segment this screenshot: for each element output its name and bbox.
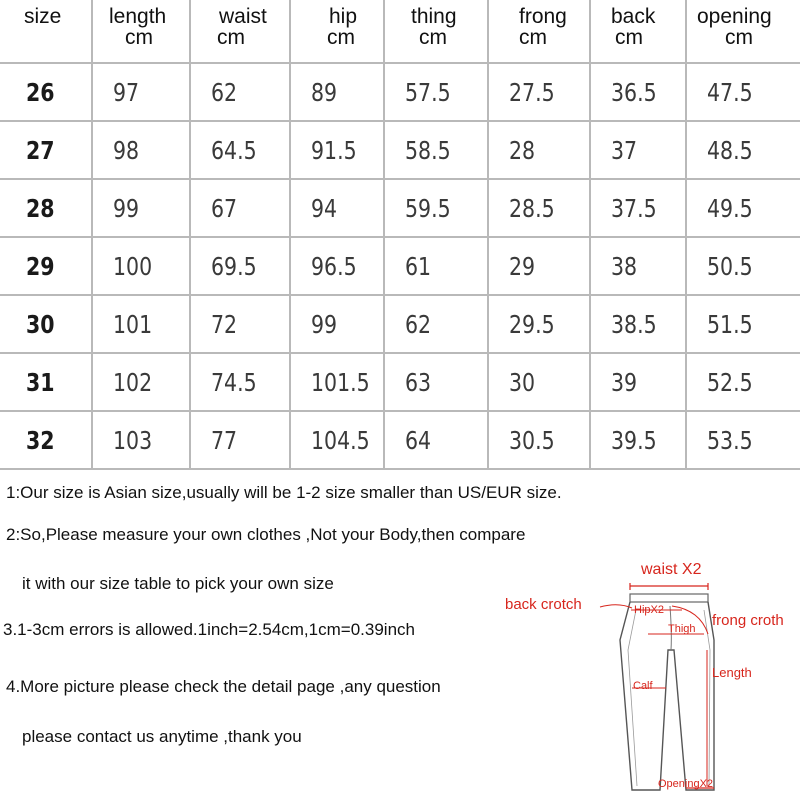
table-row [0,353,800,411]
note-more-pictures: 4.More picture please check the detail page ,any question [6,677,441,696]
length-value: 97 [92,63,190,121]
note-asian-size: 1:Our size is Asian size,usually will be 1-2 size smaller than US/EUR size. [6,483,562,502]
diagram-label-waist: waist X2 [641,561,702,578]
back-rise-value: 37 [590,121,686,179]
length-value: 99 [92,179,190,237]
front-rise-value: 29 [488,237,590,295]
note-measure-clothes-cont: it with our size table to pick your own size [22,574,334,593]
opening-value: 52.5 [686,353,800,411]
front-rise-value: 27.5 [488,63,590,121]
length-value: 103 [92,411,190,469]
thigh-value: 57.5 [384,63,488,121]
diagram-label-calf: Calf [633,680,653,692]
table-row [0,63,800,121]
size-value: 32 [0,411,92,469]
note-errors-allowed: 3.1-3cm errors is allowed.1inch=2.54cm,1cm=0.39inch [3,620,415,639]
table-row [0,121,800,179]
header-opening: opening cm [686,0,800,63]
waist-value: 62 [190,63,290,121]
length-value: 102 [92,353,190,411]
hip-value: 101.5 [290,353,384,411]
pants-measurement-diagram [500,550,800,800]
size-value: 28 [0,179,92,237]
front-rise-value: 28 [488,121,590,179]
note-measure-clothes: 2:So,Please measure your own clothes ,Not your Body,then compare [6,525,526,544]
opening-value: 49.5 [686,179,800,237]
front-rise-value: 30 [488,353,590,411]
back-rise-value: 38 [590,237,686,295]
thigh-value: 61 [384,237,488,295]
opening-value: 51.5 [686,295,800,353]
pants-outline-icon [500,550,800,800]
length-value: 100 [92,237,190,295]
back-rise-value: 36.5 [590,63,686,121]
hip-value: 89 [290,63,384,121]
back-rise-value: 37.5 [590,179,686,237]
thigh-value: 64 [384,411,488,469]
front-rise-value: 29.5 [488,295,590,353]
waist-value: 72 [190,295,290,353]
waist-value: 77 [190,411,290,469]
waist-value: 69.5 [190,237,290,295]
table-row [0,295,800,353]
back-rise-value: 39.5 [590,411,686,469]
front-rise-value: 28.5 [488,179,590,237]
table-row [0,179,800,237]
hip-value: 104.5 [290,411,384,469]
header-thing: thing cm [384,0,488,63]
thigh-value: 63 [384,353,488,411]
header-back: back cm [590,0,686,63]
waist-value: 74.5 [190,353,290,411]
diagram-label-hip: HipX2 [634,604,664,616]
thigh-value: 58.5 [384,121,488,179]
waist-value: 64.5 [190,121,290,179]
front-rise-value: 30.5 [488,411,590,469]
hip-value: 99 [290,295,384,353]
opening-value: 53.5 [686,411,800,469]
header-length: length cm [92,0,190,63]
back-rise-value: 39 [590,353,686,411]
length-value: 98 [92,121,190,179]
size-value: 29 [0,237,92,295]
length-value: 101 [92,295,190,353]
size-value: 30 [0,295,92,353]
diagram-label-front-crotch: frong croth [712,612,784,629]
opening-value: 50.5 [686,237,800,295]
table-row [0,411,800,469]
header-waist: waist cm [190,0,290,63]
header-size: size [0,0,92,63]
header-hip: hip cm [290,0,384,63]
note-contact-us: please contact us anytime ,thank you [22,727,302,746]
opening-value: 48.5 [686,121,800,179]
hip-value: 94 [290,179,384,237]
table-row [0,237,800,295]
diagram-label-thigh: Thigh [668,623,696,635]
thigh-value: 59.5 [384,179,488,237]
diagram-label-back-crotch: back crotch [505,596,582,613]
size-value: 31 [0,353,92,411]
size-value: 27 [0,121,92,179]
hip-value: 96.5 [290,237,384,295]
back-rise-value: 38.5 [590,295,686,353]
diagram-label-opening: OpeningX2 [658,778,714,790]
table-header-row [0,0,800,63]
size-value: 26 [0,63,92,121]
waist-value: 67 [190,179,290,237]
opening-value: 47.5 [686,63,800,121]
hip-value: 91.5 [290,121,384,179]
diagram-label-length: Length [712,665,752,680]
thigh-value: 62 [384,295,488,353]
header-frong: frong cm [488,0,590,63]
